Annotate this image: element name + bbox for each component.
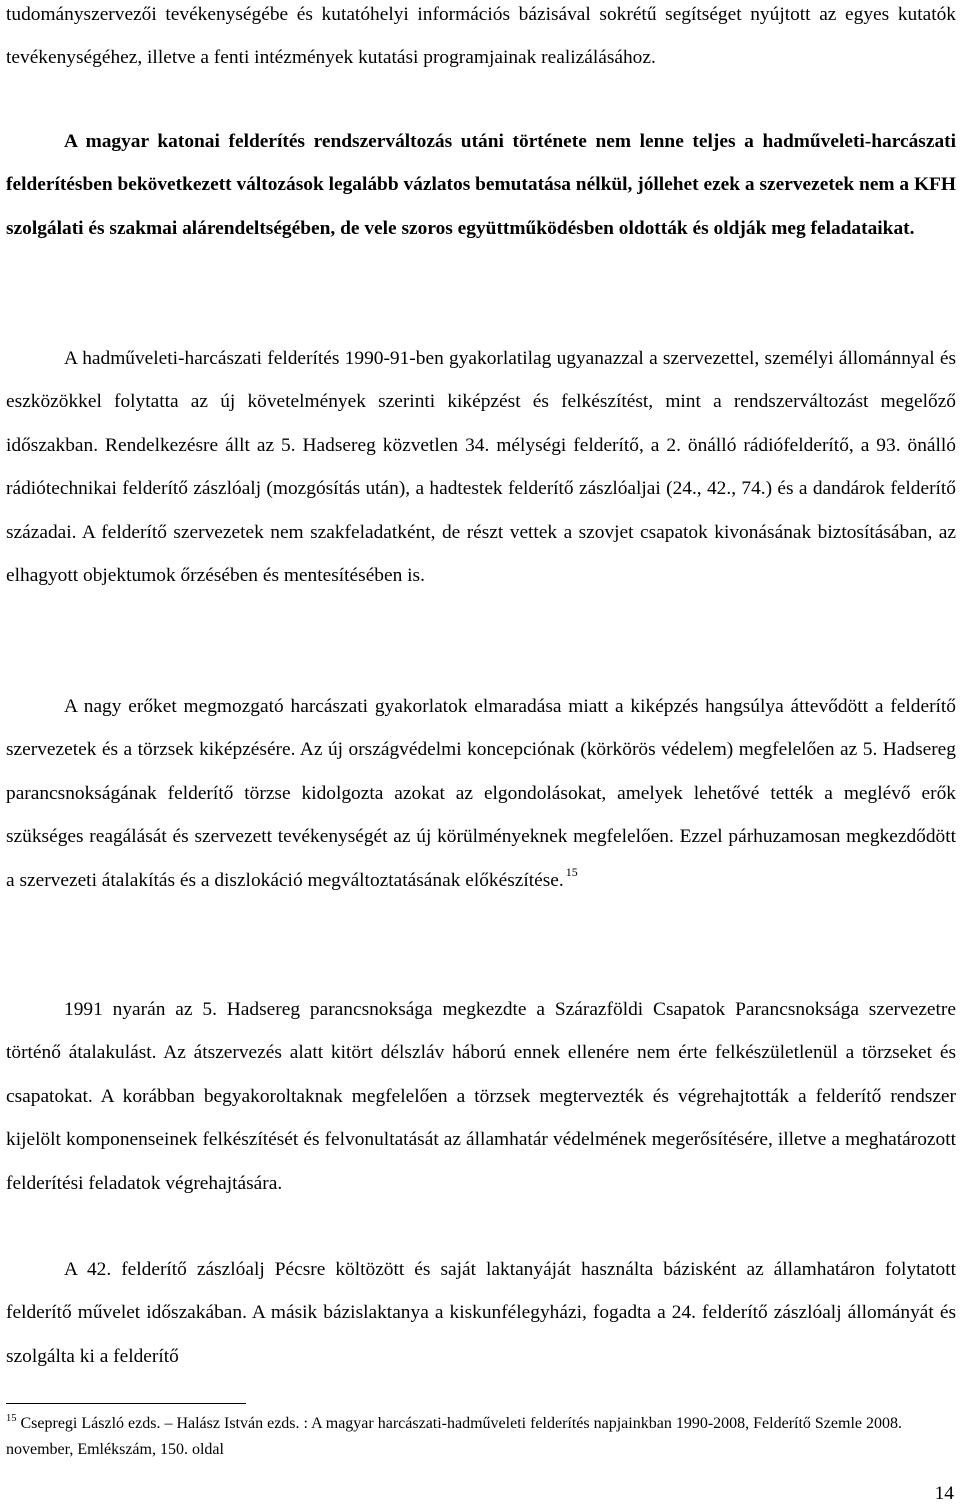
footnote-separator: [6, 1403, 246, 1404]
page-number: 14: [934, 1483, 954, 1504]
footnote-text: Csepregi László ezds. – Halász István ezds. : A magyar harcászati-hadműveleti felderítés napjainkban 1990-2008, Felderítő Szemle 2008. november, Emlékszám, 150. oldal: [6, 1415, 902, 1458]
paragraph-1: tudományszervezői tevékenységébe és kutatóhelyi információs bázisával sokrétű segítséget nyújtott az egyes kutatók tevékenységéhez, illetve a fenti intézmények kutatási programjainak realizálásához.: [6, 4, 956, 69]
footnote-number: 15: [6, 1413, 17, 1424]
footnote-reference[interactable]: 15: [565, 864, 578, 879]
paragraph-2-bold: A magyar katonai felderítés rendszerváltozás utáni története nem lenne teljes a hadműveleti-harcászati felderítésben bekövetkezett változások legalább vázlatos bemutatása nélkül, jóllehet ezek a szervezetek nem a KFH szolgálati és szakmai alárendeltségében, de vele szoros együttműködésben oldották és oldják meg feladataikat.: [6, 131, 956, 239]
paragraph-4-text: A nagy erőket megmozgató harcászati gyakorlatok elmaradása miatt a kiképzés hangsúlya áttevődött a felderítő szervezetek és a törzsek kiképzésére. Az új országvédelmi koncepciónak (körkörös védelem) megfelelően az 5. Hadsereg parancsnokságának felderítő törzse kidolgozta azokat az elgondolásokat, amelyek lehetővé tették a meglévő erők szükséges reagálását és szervezett tevékenységét az új körülményeknek megfelelően. Ezzel párhuzamosan megkezdődött a szervezeti átalakítás és a diszlokáció megváltoztatásának előkészítése.: [6, 696, 956, 891]
paragraph-6: A 42. felderítő zászlóalj Pécsre költözött és saját laktanyáját használta bázisként az államhatáron folytatott felderítő művelet időszakában. A másik bázislaktanya a kiskunfélegyházi, fogadta a 24. felderítő zászlóalj állományát és szolgálta ki a felderítő: [6, 1259, 956, 1367]
paragraph-5: 1991 nyarán az 5. Hadsereg parancsnoksága megkezdte a Szárazföldi Csapatok Parancsnoksága szervezetre történő átalakulást. Az átszervezés alatt kitört délszláv háború ennek ellenére nem érte felkészületlenül a törzseket és csapatokat. A korábban begyakoroltaknak megfelelően a törzsek megtervezték és végrehajtották a felderítő rendszer kijelölt komponenseinek felkészítését és felvonultatását az államhatár védelmének megerősítésére, illetve a meghatározott felderítési feladatok végrehajtására.: [6, 999, 956, 1194]
paragraph-3: A hadműveleti-harcászati felderítés 1990-91-ben gyakorlatilag ugyanazzal a szervezettel, személyi állománnyal és eszközökkel folytatta az új követelmények szerinti kiképzést és felkészítést, mint a rendszerváltozást megelőző időszakban. Rendelkezésre állt az 5. Hadsereg közvetlen 34. mélységi felderítő, a 2. önálló rádiófelderítő, a 93. önálló rádiótechnikai felderítő zászlóalj (mozgósítás után), a hadtestek felderítő zászlóaljai (24., 42., 74.) és a dandárok felderítő századai. A felderítő szervezetek nem szakfeladatként, de részt vettek a szovjet csapatok kivonásának biztosításában, az elhagyott objektumok őrzésében és mentesítésében is.: [6, 348, 956, 587]
paragraph-4: [6, 685, 956, 902]
footnote: [6, 1411, 946, 1463]
